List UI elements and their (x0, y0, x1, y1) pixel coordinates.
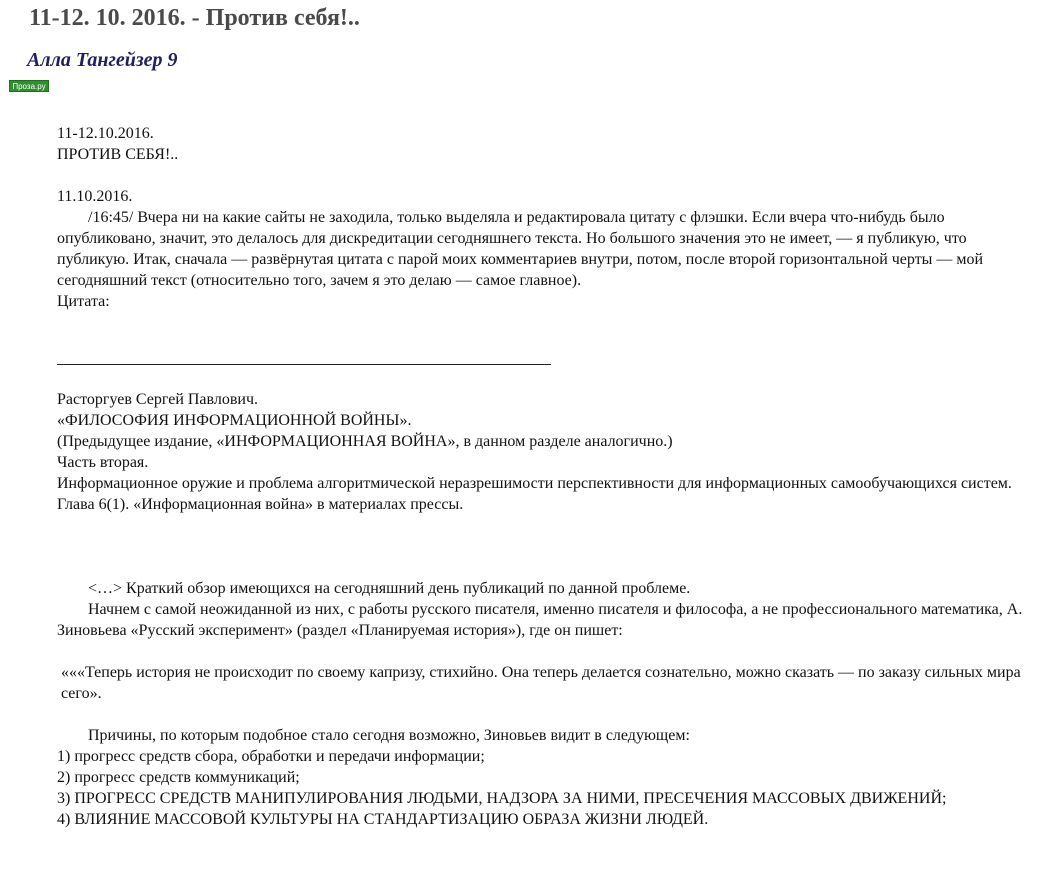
source-part: Часть вторая. (57, 454, 149, 471)
entry-date: 11.10.2016. (57, 188, 133, 205)
source-section: Информационное оружие и проблема алгоритмической неразрешимости перспективности для информационных самообучающихся систем. (57, 475, 1012, 492)
overview-paragraph: <…> Краткий обзор имеющихся на сегодняшний день публикаций по данной проблеме. (88, 580, 691, 597)
spacer (57, 641, 1039, 662)
source-chapter: Глава 6(1). «Информационная война» в материалах прессы. (57, 496, 464, 513)
spacer (57, 165, 1039, 186)
date-range: 11-12.10.2016. (57, 125, 154, 142)
intro-paragraph: /16:45/ Вчера ни на какие сайты не заходила, только выделяла и редактировала цитату с флэшки. Если вчера что-нибудь было опубликовано, значит, это делалось для дискредитации сегодняшнего текста. Но большого значения это не имеет, — я публикую, что публикую. Итак, сначала — развёрнутая цитата с парой моих комментариев внутри, потом, после второй горизонтальной черты — мой сегодняшний текст (относительно того, зачем я это делаю — самое главное). (57, 209, 984, 289)
page-title: 11-12. 10. 2016. - Против себя!.. (29, 5, 360, 31)
list-item: 3) ПРОГРЕСС СРЕДСТВ МАНИПУЛИРОВАНИЯ ЛЮДЬМИ, НАДЗОРА ЗА НИМИ, ПРЕСЕЧЕНИЯ МАССОВЫХ ДВИЖЕНИЙ; (57, 790, 947, 807)
spacer (57, 704, 1039, 725)
source-previous-edition: (Предыдущее издание, «ИНФОРМАЦИОННАЯ ВОЙНА», в данном разделе аналогично.) (57, 433, 673, 450)
list-item: 4) ВЛИЯНИЕ МАССОВОЙ КУЛЬТУРЫ НА СТАНДАРТИЗАЦИЮ ОБРАЗА ЖИЗНИ ЛЮДЕЙ. (57, 811, 709, 828)
horizontal-rule (57, 364, 551, 365)
list-item: 1) прогресс средств сбора, обработки и передачи информации; (57, 748, 485, 765)
list-item: 2) прогресс средств коммуникаций; (57, 769, 300, 786)
zinoviev-quote: «««Теперь история не происходит по своему капризу, стихийно. Она теперь делается сознательно, можно сказать — по заказу сильных мира сего». (61, 664, 1021, 702)
article-heading: ПРОТИВ СЕБЯ!.. (57, 146, 179, 163)
spacer (57, 515, 1039, 578)
author-link[interactable]: Алла Тангейзер 9 (27, 49, 178, 71)
spacer (57, 312, 1039, 354)
reasons-paragraph: Причины, по которым подобное стало сегодня возможно, Зиновьев видит в следующем: (88, 727, 690, 744)
article-body (57, 123, 1039, 830)
proza-badge[interactable]: Проза.ру (9, 80, 49, 92)
source-author: Расторгуев Сергей Павлович. (57, 391, 259, 408)
start-paragraph: Начнем с самой неожиданной из них, с работы русского писателя, именно писателя и философа, а не профессионального математика, А. Зиновьева «Русский эксперимент» (раздел «Планируемая история»), где он пишет: (57, 601, 1023, 639)
source-title: «ФИЛОСОФИЯ ИНФОРМАЦИОННОЙ ВОЙНЫ». (57, 412, 412, 429)
citation-label: Цитата: (57, 293, 110, 310)
